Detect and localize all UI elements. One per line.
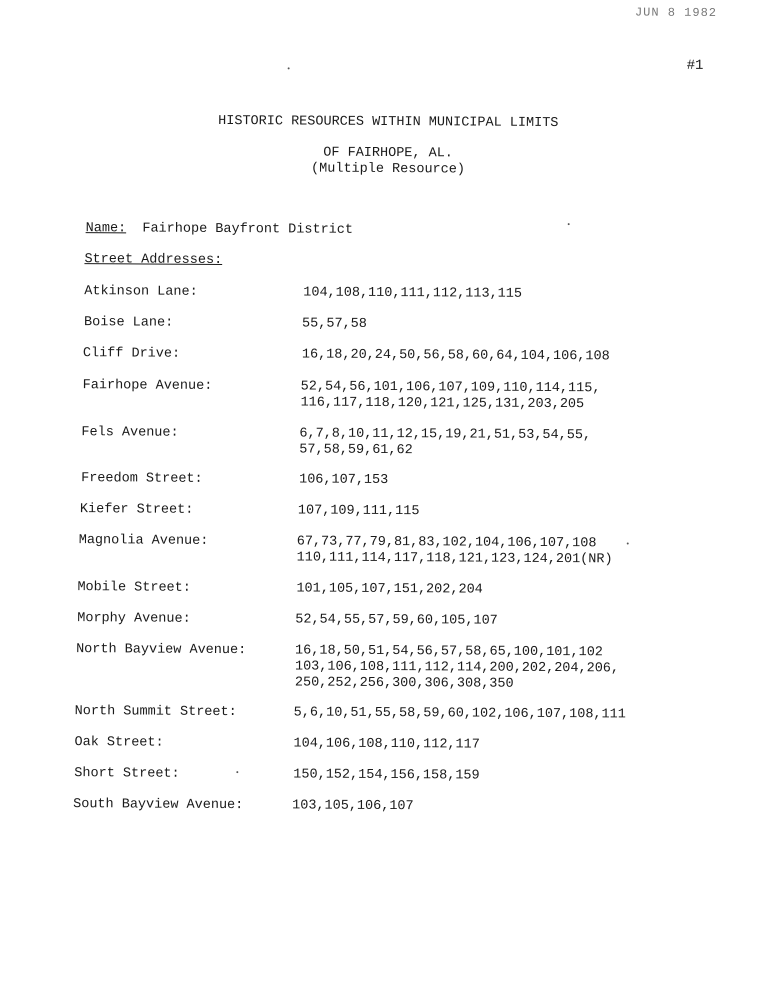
street-name: Cliff Drive: [82, 346, 181, 362]
scan-speck [288, 67, 290, 69]
street-name: Fairhope Avenue: [82, 378, 213, 394]
street-name: Boise Lane: [84, 315, 174, 331]
document-subtitle: OF FAIRHOPE, AL. [323, 145, 453, 162]
name-label: Name: [85, 221, 127, 237]
street-name: Magnolia Avenue: [78, 533, 209, 549]
street-numbers: 16,18,50,51,54,56,57,58,65,100,101,102 103,106,108,111,112,114,200,202,204,206, 250,252,256,300,306,308,350 [294, 643, 620, 692]
scan-speck [627, 542, 629, 544]
street-numbers: 5,6,10,51,55,58,59,60,102,106,107,108,111 [293, 705, 626, 723]
street-name: North Bayview Avenue: [76, 642, 247, 659]
scan-speck [568, 223, 570, 225]
street-name: Mobile Street: [77, 580, 191, 596]
district-name-line [86, 221, 353, 238]
street-name: Atkinson Lane: [84, 284, 198, 300]
street-numbers: 52,54,56,101,106,107,109,110,114,115, 116,117,118,120,121,125,131,203,205 [300, 379, 601, 413]
document-subtitle-note: (Multiple Resource) [311, 161, 466, 178]
received-date-stamp: JUN 8 1982 [634, 5, 718, 21]
page-number: #1 [686, 57, 704, 74]
street-numbers: 106,107,153 [299, 472, 389, 489]
district-name: Fairhope Bayfront District [142, 221, 354, 238]
street-name: Morphy Avenue: [77, 611, 191, 627]
street-numbers: 104,108,110,111,112,113,115 [303, 285, 523, 302]
street-numbers: 107,109,111,115 [297, 503, 420, 520]
street-numbers: 101,105,107,151,202,204 [296, 581, 483, 598]
street-name: Oak Street: [74, 735, 164, 751]
street-name: North Summit Street: [74, 704, 237, 721]
street-name: Kiefer Street: [79, 502, 194, 518]
street-numbers: 52,54,55,57,59,60,105,107 [295, 612, 498, 629]
scan-speck [236, 771, 238, 773]
street-numbers: 55,57,58 [302, 316, 367, 332]
document-title: HISTORIC RESOURCES WITHIN MUNICIPAL LIMITS [218, 113, 559, 132]
street-numbers: 6,7,8,10,11,12,15,19,21,51,53,54,55, 57,58,59,61,62 [299, 426, 592, 459]
street-numbers: 67,73,77,79,81,83,102,104,106,107,108 110,111,114,117,118,121,123,124,201(NR) [296, 534, 613, 568]
street-name: Fels Avenue: [81, 425, 179, 441]
street-addresses-heading: Street Addresses: [84, 252, 223, 268]
street-name: Freedom Street: [81, 471, 203, 487]
street-numbers: 16,18,20,24,50,56,58,60,64,104,106,108 [301, 347, 610, 365]
street-numbers: 150,152,154,156,158,159 [293, 767, 480, 784]
street-numbers: 103,105,106,107 [292, 798, 414, 815]
street-numbers: 104,106,108,110,112,117 [293, 736, 480, 753]
street-name: Short Street: [74, 766, 180, 782]
street-name: South Bayview Avenue: [73, 797, 244, 814]
